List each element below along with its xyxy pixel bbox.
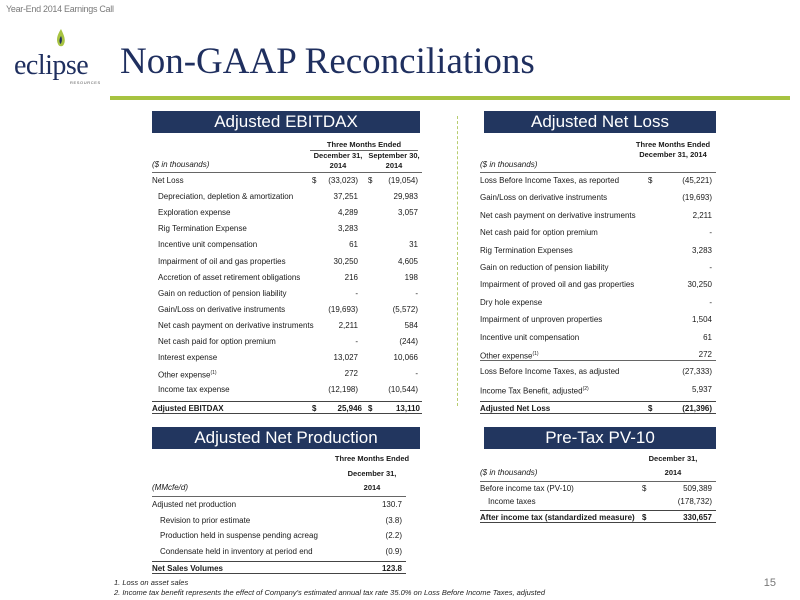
ebitdax-row-value-dec: 272: [344, 369, 358, 379]
ebitdax-row: [152, 255, 422, 268]
ebitdax-row-value-sep: (19,054): [388, 176, 418, 185]
ebitdax-row-value-sep: (10,544): [388, 385, 418, 395]
production-row: [152, 498, 406, 511]
production-row-value: 130.7: [381, 500, 402, 509]
netloss-row-label: Income Tax Benefit, adjusted$^{(2)}$: [480, 385, 589, 396]
netloss-row: [480, 296, 716, 309]
netloss-row-value: 272: [698, 350, 712, 359]
ebitdax-row-label: Depreciation, depletion & amortization: [158, 192, 294, 202]
netloss-row-label: Loss Before Income Taxes, as adjusted: [480, 367, 620, 377]
ebitdax-row-value-dec: 37,251: [333, 192, 358, 202]
ebitdax-row-label: Accretion of asset retirement obligations: [158, 272, 301, 282]
netloss-row: [480, 348, 716, 361]
production-period-label: Three Months Ended: [334, 454, 410, 463]
netloss-row: [480, 365, 716, 378]
netloss-row-label: Gain on reduction of pension liability: [480, 263, 609, 272]
ebitdax-row-label: Rig Termination Expense: [158, 224, 247, 234]
netloss-row-label: Gain/Loss on derivative instruments: [480, 193, 608, 203]
ebitdax-row-label: Net Loss: [152, 176, 184, 185]
ebitdax-row: [152, 335, 422, 348]
ebitdax-row-value-dec: 2,211: [338, 320, 358, 330]
ebitdax-col1-header: December 31, 2014: [313, 151, 363, 170]
ebitdax-row: [152, 303, 422, 316]
ebitdax-row-value-dec: 13,027: [333, 353, 358, 363]
ebitdax-row-label: Gain on reduction of pension liability: [158, 288, 287, 298]
logo-subtext: RESOURCES: [70, 80, 101, 85]
production-total-value: 123.8: [381, 564, 402, 573]
pv10-col2-header: 2014: [664, 468, 682, 477]
ebitdax-row-label: Interest expense: [158, 353, 218, 363]
netloss-total-value: (21,396): [682, 404, 712, 414]
ebitdax-row-value-dec: 30,250: [333, 256, 358, 266]
ebitdax-header-rule: [152, 172, 422, 173]
pv10-total-value: 330,657: [683, 513, 712, 522]
pv10-row-value: 509,389: [683, 484, 712, 493]
ebitdax-row-value-dec: (33,023): [328, 176, 358, 185]
pv10-units: ($ in thousands): [480, 468, 538, 477]
logo-word: eclipse: [14, 50, 89, 81]
netloss-row-value: -: [709, 263, 712, 272]
pv10-total-dollar: $: [642, 513, 647, 522]
footnotes: [114, 578, 545, 598]
netloss-row-value: (45,221): [682, 176, 712, 185]
netloss-row: [480, 383, 716, 396]
production-col2-header: 2014: [363, 483, 381, 492]
ebitdax-row-value-dec: 3,283: [337, 224, 358, 234]
pv10-table: [480, 452, 716, 532]
ebitdax-row: [152, 238, 422, 251]
netloss-table: [480, 138, 716, 414]
netloss-row-label: Net cash payment on derivative instruments: [480, 210, 636, 220]
netloss-row: [480, 244, 716, 257]
netloss-units: ($ in thousands): [480, 160, 538, 169]
pv10-total-label: After income tax (standardized measure): [480, 513, 635, 522]
flame-icon: [54, 28, 68, 50]
ebitdax-row-value-sep: 584: [404, 320, 418, 330]
ebitdax-row-value-dec: -: [355, 288, 358, 298]
netloss-row-value: 30,250: [687, 280, 712, 290]
netloss-row-value: -: [709, 228, 712, 238]
netloss-row: [480, 226, 716, 239]
ebitdax-row-value-dec: 4,289: [337, 208, 358, 218]
netloss-row-value: 3,283: [691, 245, 712, 255]
production-col1-header: December 31,: [347, 469, 397, 478]
pv10-row: [480, 495, 716, 508]
ebitdax-row-label: Other expense$^{(1)}$: [158, 370, 217, 380]
ebitdax-row-value-sep: 3,057: [397, 208, 418, 218]
ebitdax-header: Adjusted EBITDAX: [152, 111, 420, 133]
production-total-label: Net Sales Volumes: [152, 564, 223, 573]
pv10-row-dollar: $: [642, 484, 647, 493]
netloss-row-label: Rig Termination Expenses: [480, 245, 573, 255]
production-row-value: (2.2): [385, 531, 402, 540]
netloss-row-label: Loss Before Income Taxes, as reported: [480, 176, 620, 185]
ebitdax-row-value-dec: 61: [349, 240, 358, 250]
pv10-header: Pre-Tax PV-10: [484, 427, 716, 449]
netloss-row-label: Impairment of unproven properties: [480, 315, 603, 325]
footnote-2: 2. Income tax benefit represents the effect of Company's estimated annual tax rate 35.0% on Loss Before Income Taxes, adjusted: [114, 588, 545, 597]
ebitdax-row: [152, 190, 422, 203]
netloss-row: [480, 209, 716, 222]
production-table: [152, 452, 410, 573]
header-tag: Year-End 2014 Earnings Call: [6, 4, 114, 14]
panel-divider: [457, 116, 458, 406]
netloss-total-row: [480, 401, 716, 414]
production-row-value: (3.8): [385, 515, 402, 525]
netloss-row-value: 61: [703, 332, 712, 342]
ebitdax-row: [152, 174, 422, 187]
ebitdax-row-value-sep: 29,983: [393, 192, 418, 202]
netloss-row-footnote-ref: (1): [532, 351, 539, 357]
ebitdax-col2-header: September 30, 2014: [368, 151, 420, 170]
ebitdax-row-value-sep: 31: [409, 240, 418, 250]
production-row: [152, 514, 406, 527]
netloss-header: Adjusted Net Loss: [484, 111, 716, 133]
netloss-row: [480, 174, 716, 187]
ebitdax-row: [152, 271, 422, 284]
production-row: [152, 529, 406, 542]
ebitdax-row-value-dec: -: [355, 337, 358, 346]
ebitdax-units: ($ in thousands): [152, 160, 210, 169]
ebitdax-row-value-dec: 216: [344, 272, 358, 282]
netloss-row-label: Other expense$^{(1)}$: [480, 351, 539, 361]
netloss-row: [480, 331, 716, 344]
netloss-row-label: Net cash paid for option premium: [480, 228, 598, 238]
ebitdax-row: [152, 206, 422, 219]
netloss-row-label: Incentive unit compensation: [480, 332, 580, 342]
production-row: [152, 545, 406, 558]
production-row-label: Revision to prior estimate: [160, 515, 251, 525]
netloss-row: [480, 261, 716, 274]
ebitdax-table: [152, 138, 422, 414]
ebitdax-row-value-sep: (5,572): [392, 304, 418, 314]
ebitdax-row-label: Exploration expense: [158, 208, 231, 218]
pv10-row-value: (178,732): [677, 497, 712, 506]
ebitdax-row-dollar: $: [368, 176, 373, 185]
ebitdax-row: [152, 319, 422, 332]
ebitdax-row-label: Net cash payment on derivative instruments: [158, 320, 314, 330]
ebitdax-row: [152, 222, 422, 235]
production-row-label: Production held in suspense pending acreag: [160, 531, 318, 540]
ebitdax-period-label: Three Months Ended: [310, 138, 418, 151]
netloss-row-label: Impairment of proved oil and gas properties: [480, 280, 635, 290]
pv10-row: [480, 482, 716, 495]
netloss-row-value: 2,211: [692, 210, 712, 220]
production-row-label: Condensate held in inventory at period end: [160, 546, 313, 556]
ebitdax-row-value-sep: 198: [404, 272, 418, 282]
ebitdax-row-footnote-ref: (1): [210, 370, 217, 377]
pv10-col1-header: December 31,: [648, 454, 698, 463]
ebitdax-row-label: Incentive unit compensation: [158, 240, 258, 250]
netloss-row-value: (27,333): [682, 367, 712, 377]
ebitdax-total-value-sep: 13,110: [395, 404, 420, 414]
ebitdax-row-label: Gain/Loss on derivative instruments: [158, 304, 286, 314]
netloss-row-label: Dry hole expense: [480, 297, 543, 307]
netloss-header-rule: [480, 172, 716, 173]
netloss-row-value: -: [709, 297, 712, 307]
netloss-row: [480, 191, 716, 204]
ebitdax-row: [152, 287, 422, 300]
ebitdax-row: [152, 383, 422, 396]
ebitdax-row-label: Net cash paid for option premium: [158, 337, 276, 346]
pv10-total-row: [480, 510, 716, 523]
ebitdax-row-value-sep: 10,066: [393, 353, 418, 363]
netloss-row-footnote-ref: (2): [582, 385, 589, 392]
netloss-row: [480, 278, 716, 291]
netloss-row-value: 1,504: [691, 315, 712, 325]
production-header-rule: [152, 496, 406, 497]
page-number: 15: [763, 577, 776, 589]
netloss-total-label: Adjusted Net Loss: [480, 404, 551, 414]
ebitdax-row-value-sep: (244): [399, 337, 418, 346]
production-row-value: (0.9): [385, 546, 402, 556]
company-logo: [14, 28, 104, 88]
ebitdax-row-value-dec: (19,693): [328, 304, 358, 314]
ebitdax-row-value-sep: -: [415, 369, 418, 379]
ebitdax-row-label: Impairment of oil and gas properties: [158, 256, 286, 266]
netloss-period-label: Three Months Ended: [635, 140, 711, 149]
pv10-row-label: Income taxes: [488, 497, 536, 506]
netloss-row: [480, 313, 716, 326]
title-rule: [110, 96, 790, 100]
production-units: (MMcfe/d): [152, 483, 188, 492]
netloss-row-dollar: $: [648, 176, 653, 185]
ebitdax-row-dollar: $: [312, 176, 317, 185]
pv10-row-label: Before income tax (PV-10): [480, 484, 574, 493]
production-row-label: Adjusted net production: [152, 500, 237, 509]
ebitdax-total-dollar: $: [312, 404, 317, 414]
page-title: Non-GAAP Reconciliations: [120, 41, 535, 82]
netloss-row-value: (19,693): [682, 193, 712, 203]
ebitdax-row-label: Income tax expense: [158, 385, 230, 395]
ebitdax-row-value-dec: (12,198): [328, 385, 358, 395]
ebitdax-row: [152, 351, 422, 364]
ebitdax-total-value-dec: 25,946: [337, 404, 362, 414]
netloss-row-value: 5,937: [691, 384, 712, 394]
netloss-col1-header: December 31, 2014: [639, 150, 707, 159]
ebitdax-total-label: Adjusted EBITDAX: [152, 404, 224, 414]
ebitdax-row-value-sep: 4,605: [397, 256, 418, 266]
production-header: Adjusted Net Production: [152, 427, 420, 449]
ebitdax-row-value-sep: -: [415, 288, 418, 298]
netloss-total-dollar: $: [648, 404, 653, 414]
production-total-row: [152, 561, 406, 574]
ebitdax-total-row: [152, 401, 422, 414]
ebitdax-total-dollar: $: [368, 404, 373, 414]
ebitdax-row: [152, 367, 422, 380]
footnote-1: 1. Loss on asset sales: [114, 578, 189, 587]
